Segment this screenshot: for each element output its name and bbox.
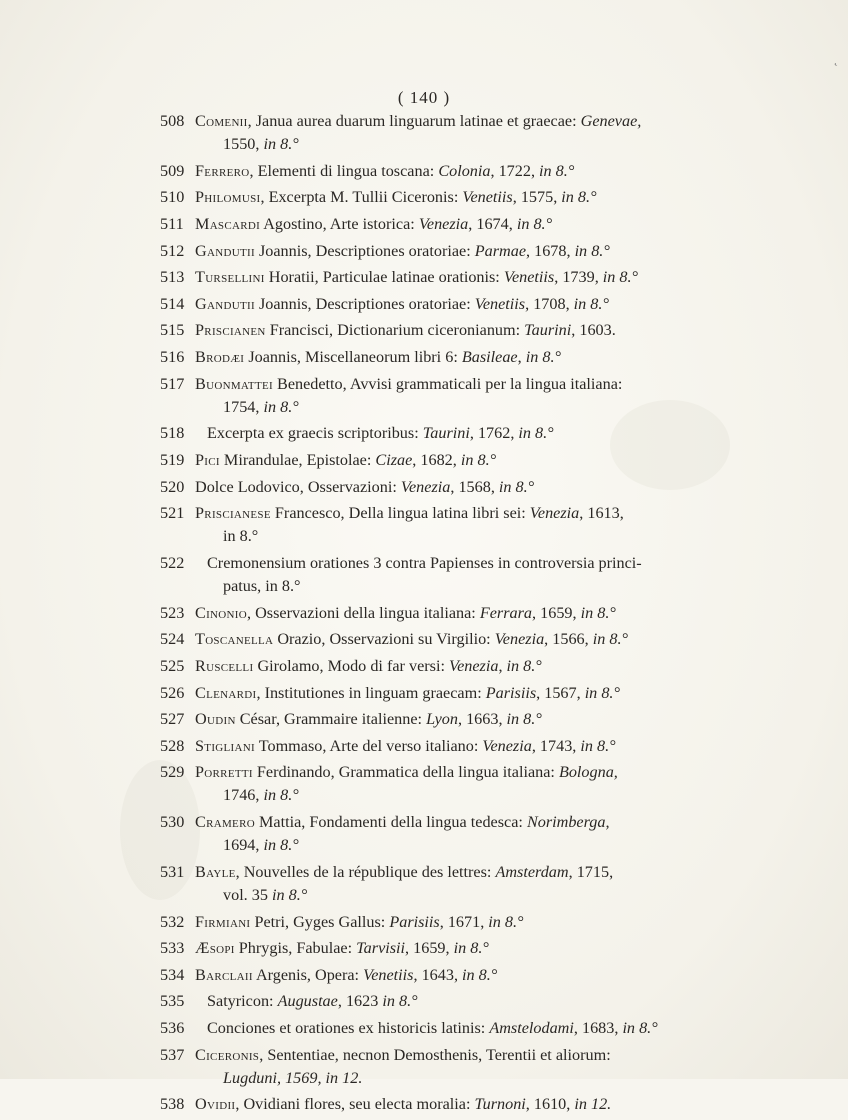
entry-number: 514 [160, 294, 185, 313]
catalog-entry [160, 110, 800, 156]
entry-format: in 8.° [580, 603, 616, 622]
entry-place: Venezia [494, 630, 545, 649]
catalog-list [160, 110, 800, 1120]
entry-author: Porretti [195, 763, 253, 782]
entry-continuation-text: vol. 35 [223, 886, 273, 905]
entry-author: Ferrero [195, 161, 250, 180]
entry-author: Oudin [195, 710, 236, 729]
catalog-entry [160, 964, 800, 987]
entry-place: Norimberga, [526, 813, 610, 832]
entry-line [195, 861, 800, 884]
entry-number: 523 [160, 603, 185, 622]
entry-format: in 8.° [506, 656, 542, 675]
catalog-entry [160, 552, 800, 598]
entry-number: 511 [160, 214, 184, 233]
entry-format: in 8.° [263, 397, 299, 416]
entry-format: in 8.° [584, 683, 620, 702]
entry-number: 513 [160, 268, 185, 287]
entry-format: in 8.° [506, 710, 542, 729]
entry-number: 536 [160, 1019, 185, 1038]
entry-place: Venezia [418, 214, 469, 233]
entry-year: , 1659, [405, 939, 454, 958]
entry-place: Ferrara [479, 603, 533, 622]
entry-title: Cremonensium orationes 3 contra Papienses in controversia princi- [207, 553, 642, 572]
entry-place: Venezia [400, 477, 451, 496]
entry-format: in 8.° [573, 294, 609, 313]
entry-place: Tarvisii [356, 939, 406, 958]
catalog-entry [160, 811, 800, 857]
entry-line [195, 213, 800, 236]
entry-place: Parisiis [485, 683, 537, 702]
catalog-entry [160, 990, 800, 1013]
entry-author: Cinonio [195, 603, 247, 622]
catalog-entry [160, 1093, 800, 1116]
entry-place: Venetiis [363, 965, 414, 984]
entry-number: 538 [160, 1095, 185, 1114]
entry-line [195, 319, 800, 342]
catalog-entry [160, 911, 800, 934]
entry-place: Turnoni [474, 1095, 526, 1114]
entry-year: , [498, 656, 507, 675]
entry-format: in 8.° [272, 886, 308, 905]
entry-year: , 1762, [469, 424, 519, 443]
entry-continuation [195, 525, 800, 548]
entry-format: in 8.° [462, 965, 498, 984]
catalog-entry [160, 937, 800, 960]
entry-line [195, 628, 800, 651]
entry-number: 512 [160, 241, 185, 260]
entry-line [195, 110, 800, 133]
entry-continuation [195, 396, 800, 419]
entry-number: 521 [160, 504, 185, 523]
entry-format: in 8.° [498, 477, 535, 496]
entry-format: in 8.° [516, 214, 553, 233]
entry-format: in 8.° [453, 939, 489, 958]
catalog-entry [160, 628, 800, 651]
catalog-entry [160, 708, 800, 731]
catalog-entry [160, 186, 800, 209]
entry-place: Genevae, [580, 112, 642, 130]
entry-title: Benedetto, Avvisi grammaticali per la lingua italiana: [272, 374, 623, 393]
entry-title: Girolamo, Modo di far versi: [253, 656, 449, 675]
entry-author: Toscanella [195, 630, 274, 649]
entry-line [195, 449, 800, 472]
catalog-entry [160, 266, 800, 289]
entry-line [195, 266, 800, 289]
entry-number: 516 [160, 347, 185, 366]
entry-title: Dolce Lodovico, Osservazioni: [195, 477, 401, 496]
entry-title: Orazio, Osservazioni su Virgilio: [273, 630, 495, 649]
entry-place: Colonia [438, 161, 491, 180]
entry-place: Venezia [482, 736, 532, 755]
entry-continuation [195, 884, 800, 907]
entry-format: in 12. [325, 1068, 363, 1087]
entry-year: , 1603. [571, 321, 616, 340]
catalog-entry [160, 682, 800, 705]
entry-line [195, 761, 800, 784]
entry-place: Basileae [461, 347, 518, 366]
entry-format: in 12. [574, 1095, 612, 1114]
entry-place: Bologna, [558, 763, 618, 782]
entry-format: in 8.° [525, 347, 561, 366]
entry-number: 524 [160, 630, 185, 649]
entry-author: Æsopi [195, 939, 235, 958]
entry-author: Ciceronis [195, 1045, 260, 1064]
entry-continuation [195, 834, 800, 857]
entry-author: Stigliani [195, 736, 255, 755]
catalog-entry [160, 502, 800, 548]
entry-number: 510 [160, 188, 185, 207]
entry-place: Taurini [524, 321, 572, 340]
entry-format: in 8.° [539, 161, 575, 180]
entry-line [195, 1017, 800, 1040]
entry-line [195, 240, 800, 263]
entry-continuation-text: in 8.° [223, 527, 259, 546]
entry-author: Comenii [195, 112, 248, 130]
catalog-entry [160, 293, 800, 316]
entry-line [195, 552, 800, 575]
entry-line [195, 293, 800, 316]
entry-title: Agostino, Arte istorica: [260, 214, 419, 233]
entry-continuation-text: patus, in 8.° [223, 577, 301, 596]
entry-title: Francisci, Dictionarium ciceronianum: [265, 321, 525, 340]
entry-year: , 1678, [526, 241, 575, 260]
entry-year: , 1683, [573, 1019, 623, 1038]
entry-number: 534 [160, 965, 185, 984]
entry-year: , [517, 347, 526, 366]
entry-title: , Nouvelles de la république des lettres: [235, 862, 496, 881]
entry-place: Amstelodami [489, 1019, 574, 1038]
entry-continuation-text: Lugduni, 1569, [223, 1068, 326, 1087]
entry-title: , Sententiae, necnon Demosthenis, Terentii et aliorum: [259, 1045, 611, 1064]
entry-title: , Osservazioni della lingua italiana: [247, 603, 480, 622]
entry-title: , Excerpta M. Tullii Ciceronis: [260, 188, 463, 207]
entry-format: in 8.° [602, 268, 639, 287]
entry-line [195, 186, 800, 209]
catalog-entry [160, 602, 800, 625]
entry-line [195, 708, 800, 731]
entry-number: 531 [160, 862, 185, 881]
entry-author: Philomusi [195, 188, 261, 207]
page-number: ( 140 ) [397, 88, 451, 107]
catalog-entry [160, 1044, 800, 1090]
entry-title: Phrygis, Fabulae: [234, 939, 357, 958]
entry-author: Firmiani [195, 912, 251, 931]
entry-year: , 1643, [413, 965, 463, 984]
entry-place: Venezia [529, 504, 580, 523]
entry-title: Argenis, Opera: [252, 965, 364, 984]
entry-author: Mascardi [195, 214, 261, 233]
entry-number: 508 [160, 112, 185, 130]
entry-year: , 1575, [512, 188, 562, 207]
entry-line [195, 937, 800, 960]
entry-line [195, 373, 800, 396]
entry-title: Satyricon: [207, 992, 278, 1011]
entry-year: , 1715, [568, 862, 614, 881]
entry-line [195, 502, 800, 525]
catalog-entry [160, 861, 800, 907]
entry-title: Mattia, Fondamenti della lingua tedesca: [254, 813, 527, 832]
entry-title: Joannis, Miscellaneorum libri 6: [244, 347, 462, 366]
catalog-entry [160, 373, 800, 419]
entry-number: 527 [160, 710, 185, 729]
entry-number: 529 [160, 763, 185, 782]
entry-title: , Ovidiani flores, seu electa moralia: [235, 1095, 475, 1114]
entry-number: 535 [160, 992, 185, 1011]
entry-place: Venetiis [503, 268, 555, 287]
entry-format: in 8.° [574, 241, 610, 260]
entry-year: , 1682, [412, 450, 461, 469]
entry-title: Tommaso, Arte del verso italiano: [254, 736, 483, 755]
entry-continuation [195, 133, 800, 156]
entry-format: in 8.° [622, 1019, 658, 1038]
catalog-entry [160, 476, 800, 499]
entry-title: Mirandulae, Epistolae: [219, 450, 376, 469]
entry-title: César, Grammaire italienne: [235, 710, 427, 729]
entry-number: 533 [160, 939, 185, 958]
entry-number: 526 [160, 683, 185, 702]
entry-year: , 1659, [532, 603, 581, 622]
entry-year: , 1663, [457, 710, 507, 729]
entry-continuation-text: 1694, [223, 836, 264, 855]
entry-title: , Janua aurea duarum linguarum latinae et graecae: [247, 112, 581, 130]
entry-format: in 8.° [561, 188, 597, 207]
entry-line [195, 160, 800, 183]
catalog-entry [160, 346, 800, 369]
entry-number: 517 [160, 374, 185, 393]
entry-line [195, 682, 800, 705]
entry-number: 518 [160, 424, 185, 443]
entry-author: Ruscelli [195, 656, 254, 675]
entry-line [195, 602, 800, 625]
entry-title: Joannis, Descriptiones oratoriae: [254, 241, 475, 260]
entry-line [195, 964, 800, 987]
entry-line [195, 990, 800, 1013]
entry-line [195, 655, 800, 678]
entry-author: Ovidii [195, 1095, 236, 1114]
catalog-entry [160, 655, 800, 678]
entry-year: , 1613, [579, 504, 624, 523]
entry-author: Gandutii [195, 241, 255, 260]
entry-number: 519 [160, 450, 185, 469]
entry-number: 522 [160, 553, 185, 572]
entry-format: in 8.° [518, 424, 554, 443]
entry-author: Brodæi [195, 347, 245, 366]
entry-year: , 1739, [554, 268, 603, 287]
entry-continuation [195, 784, 800, 807]
catalog-entry [160, 240, 800, 263]
catalog-entry [160, 449, 800, 472]
entry-author: Gandutii [195, 294, 255, 313]
entry-continuation-text: 1754, [223, 397, 264, 416]
catalog-entry [160, 319, 800, 342]
entry-number: 530 [160, 813, 185, 832]
entry-author: Clenardi [195, 683, 257, 702]
entry-format: in 8.° [263, 135, 299, 154]
entry-place: Parmae [474, 241, 526, 260]
entry-title: Ferdinando, Grammatica della lingua italiana: [252, 763, 559, 782]
entry-format: in 8.° [263, 836, 299, 855]
entry-title: , Elementi di lingua toscana: [249, 161, 439, 180]
entry-year: , 1610, [525, 1095, 575, 1114]
entry-format: in 8.° [580, 736, 616, 755]
entry-number: 537 [160, 1045, 185, 1064]
catalog-entry [160, 160, 800, 183]
margin-mark: ˛ [834, 52, 838, 66]
entry-author: Priscianese [195, 504, 271, 523]
entry-number: 515 [160, 321, 185, 340]
catalog-entry [160, 1017, 800, 1040]
entry-author: Bayle [195, 862, 236, 881]
entry-year: , 1674, [468, 214, 517, 233]
entry-format: in 8.° [592, 630, 628, 649]
entry-author: Priscianen [195, 321, 266, 340]
catalog-entry [160, 761, 800, 807]
entry-format: in 8.° [382, 992, 418, 1011]
catalog-entry [160, 213, 800, 236]
entry-year: , 1568, [450, 477, 499, 496]
entry-format: in 8.° [460, 450, 497, 469]
entry-line [195, 911, 800, 934]
entry-author: Cramero [195, 813, 255, 832]
entry-number: 532 [160, 912, 185, 931]
entry-number: 520 [160, 477, 185, 496]
entry-title: Excerpta ex graecis scriptoribus: [207, 424, 423, 443]
catalog-entry [160, 422, 800, 445]
entry-place: Venezia [448, 656, 499, 675]
entry-continuation [195, 1067, 800, 1090]
entry-title: Petri, Gyges Gallus: [250, 912, 390, 931]
entry-line [195, 811, 800, 834]
entry-year: , 1671, [439, 912, 489, 931]
entry-place: Augustae [277, 992, 338, 1011]
catalog-entry [160, 735, 800, 758]
entry-author: Pici [195, 450, 220, 469]
entry-line [195, 346, 800, 369]
entry-number: 528 [160, 736, 185, 755]
entry-year: , 1567, [536, 683, 585, 702]
entry-title: Horatii, Particulae latinae orationis: [264, 268, 504, 287]
entry-title: Conciones et orationes ex historicis latinis: [207, 1019, 490, 1038]
entry-place: Taurini [422, 424, 470, 443]
entry-line [195, 1044, 800, 1067]
entry-year: , 1566, [544, 630, 593, 649]
entry-format: in 8.° [488, 912, 524, 931]
entry-line [195, 735, 800, 758]
entry-year: , 1722, [490, 161, 540, 180]
entry-year: , 1743, [531, 736, 581, 755]
entry-continuation-text: 1746, [223, 786, 264, 805]
entry-author: Barclaii [195, 965, 253, 984]
entry-continuation-text: 1550, [223, 135, 264, 154]
entry-title: Joannis, Descriptiones oratoriae: [254, 294, 475, 313]
entry-author: Buonmattei [195, 374, 273, 393]
entry-title: Francesco, Della lingua latina libri sei: [270, 504, 530, 523]
entry-author: Tursellini [195, 268, 265, 287]
entry-place: Parisiis [389, 912, 440, 931]
entry-number: 525 [160, 656, 185, 675]
entry-continuation [195, 575, 800, 598]
entry-format: in 8.° [263, 786, 299, 805]
entry-place: Lyon [426, 710, 458, 729]
entry-title: , Institutiones in linguam graecam: [256, 683, 486, 702]
entry-line [195, 476, 800, 499]
entry-place: Venetiis [462, 188, 513, 207]
entry-line [195, 422, 800, 445]
entry-year: , 1623 [337, 992, 383, 1011]
entry-place: Amsterdam [495, 862, 569, 881]
entry-line [195, 1093, 800, 1116]
entry-number: 509 [160, 161, 185, 180]
entry-place: Venetiis [474, 294, 526, 313]
entry-place: Cizae [375, 450, 413, 469]
entry-year: , 1708, [525, 294, 574, 313]
